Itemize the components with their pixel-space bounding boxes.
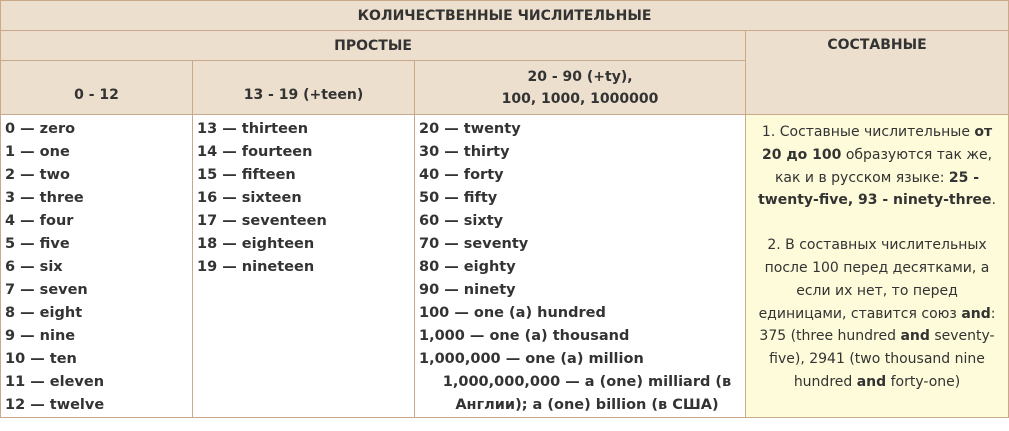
list-item: 40 — forty (419, 167, 504, 183)
col-header-13-19: 13 - 19 (+teen) (193, 61, 415, 115)
list-item: 9 — nine (5, 328, 76, 344)
list-item: 8 — eight (5, 305, 83, 321)
col-header-20-plus-line2: 100, 1000, 1000000 (501, 90, 659, 107)
list-item-billion: 1,000,000,000 — a (one) milliard (в Англии); a (one) billion (в США) (442, 374, 732, 413)
list-item: 3 — three (5, 190, 84, 206)
col2-list (193, 115, 415, 418)
list-item: 6 — six (5, 259, 63, 275)
list-item: 17 — seventeen (197, 213, 327, 229)
list-item: 1,000 — one (a) thousand (419, 328, 630, 344)
note-emphasis: and (900, 328, 930, 345)
note-example: 25 - twenty-five, 93 - ninety-three (758, 169, 992, 209)
list-item: 10 — ten (5, 351, 77, 367)
list-item: 2 — two (5, 167, 70, 183)
list-item: 20 — twenty (419, 121, 521, 137)
list-item: 70 — seventy (419, 236, 529, 252)
list-item: 0 — zero (5, 121, 76, 137)
list-item: 90 — ninety (419, 282, 516, 298)
list-item: 1 — one (5, 144, 70, 160)
list-item: 4 — four (5, 213, 74, 229)
note-text: forty-one) (886, 373, 961, 390)
col-header-0-12: 0 - 12 (1, 61, 193, 115)
table-title: КОЛИЧЕСТВЕННЫЕ ЧИСЛИТЕЛЬНЫЕ (1, 1, 1009, 31)
list-item: 18 — eighteen (197, 236, 315, 252)
note-emphasis: and (961, 305, 991, 322)
note-emphasis: от 20 до 100 (761, 124, 993, 163)
note-text: seventy-five), 2941 (two thousand nine hundred (769, 328, 995, 390)
list-item: 12 — twelve (5, 397, 105, 413)
list-item: 50 — fifty (419, 190, 498, 206)
list-item: 1,000,000 — one (a) million (419, 351, 644, 367)
compound-notes (746, 115, 1009, 418)
col-header-20-plus (415, 61, 746, 115)
col1-list (1, 115, 193, 418)
note-text: : 375 (three hundred (759, 305, 996, 345)
col3-list (415, 115, 746, 418)
note-text: образуются так же, как и в русском языке: (774, 146, 993, 186)
list-item: 13 — thirteen (197, 121, 309, 137)
note-text: . (991, 192, 996, 209)
list-item: 30 — thirty (419, 144, 510, 160)
list-item: 11 — eleven (5, 374, 105, 390)
list-item: 16 — sixteen (197, 190, 302, 206)
note-paragraph-2 (752, 234, 1002, 394)
note-text: 2. В составных числительных после 100 перед десятками, а если их нет, то перед единицами, ставится союз (758, 237, 990, 322)
list-item: 14 — fourteen (197, 144, 313, 160)
list-item: 100 — one (a) hundred (419, 305, 606, 321)
list-item: 15 — fifteen (197, 167, 296, 183)
note-paragraph-1 (752, 121, 1002, 212)
list-item: 5 — five (5, 236, 70, 252)
note-text: 1. Составные числительные (761, 124, 975, 140)
compound-header: СОСТАВНЫЕ (746, 31, 1009, 115)
list-item: 7 — seven (5, 282, 88, 298)
note-emphasis: and (856, 373, 887, 390)
list-item: 60 — sixty (419, 213, 504, 229)
list-item: 80 — eighty (419, 259, 516, 275)
list-item: 19 — nineteen (197, 259, 315, 275)
simple-header: ПРОСТЫЕ (1, 31, 746, 61)
col-header-20-plus-line1: 20 - 90 (+ty), (527, 68, 633, 85)
